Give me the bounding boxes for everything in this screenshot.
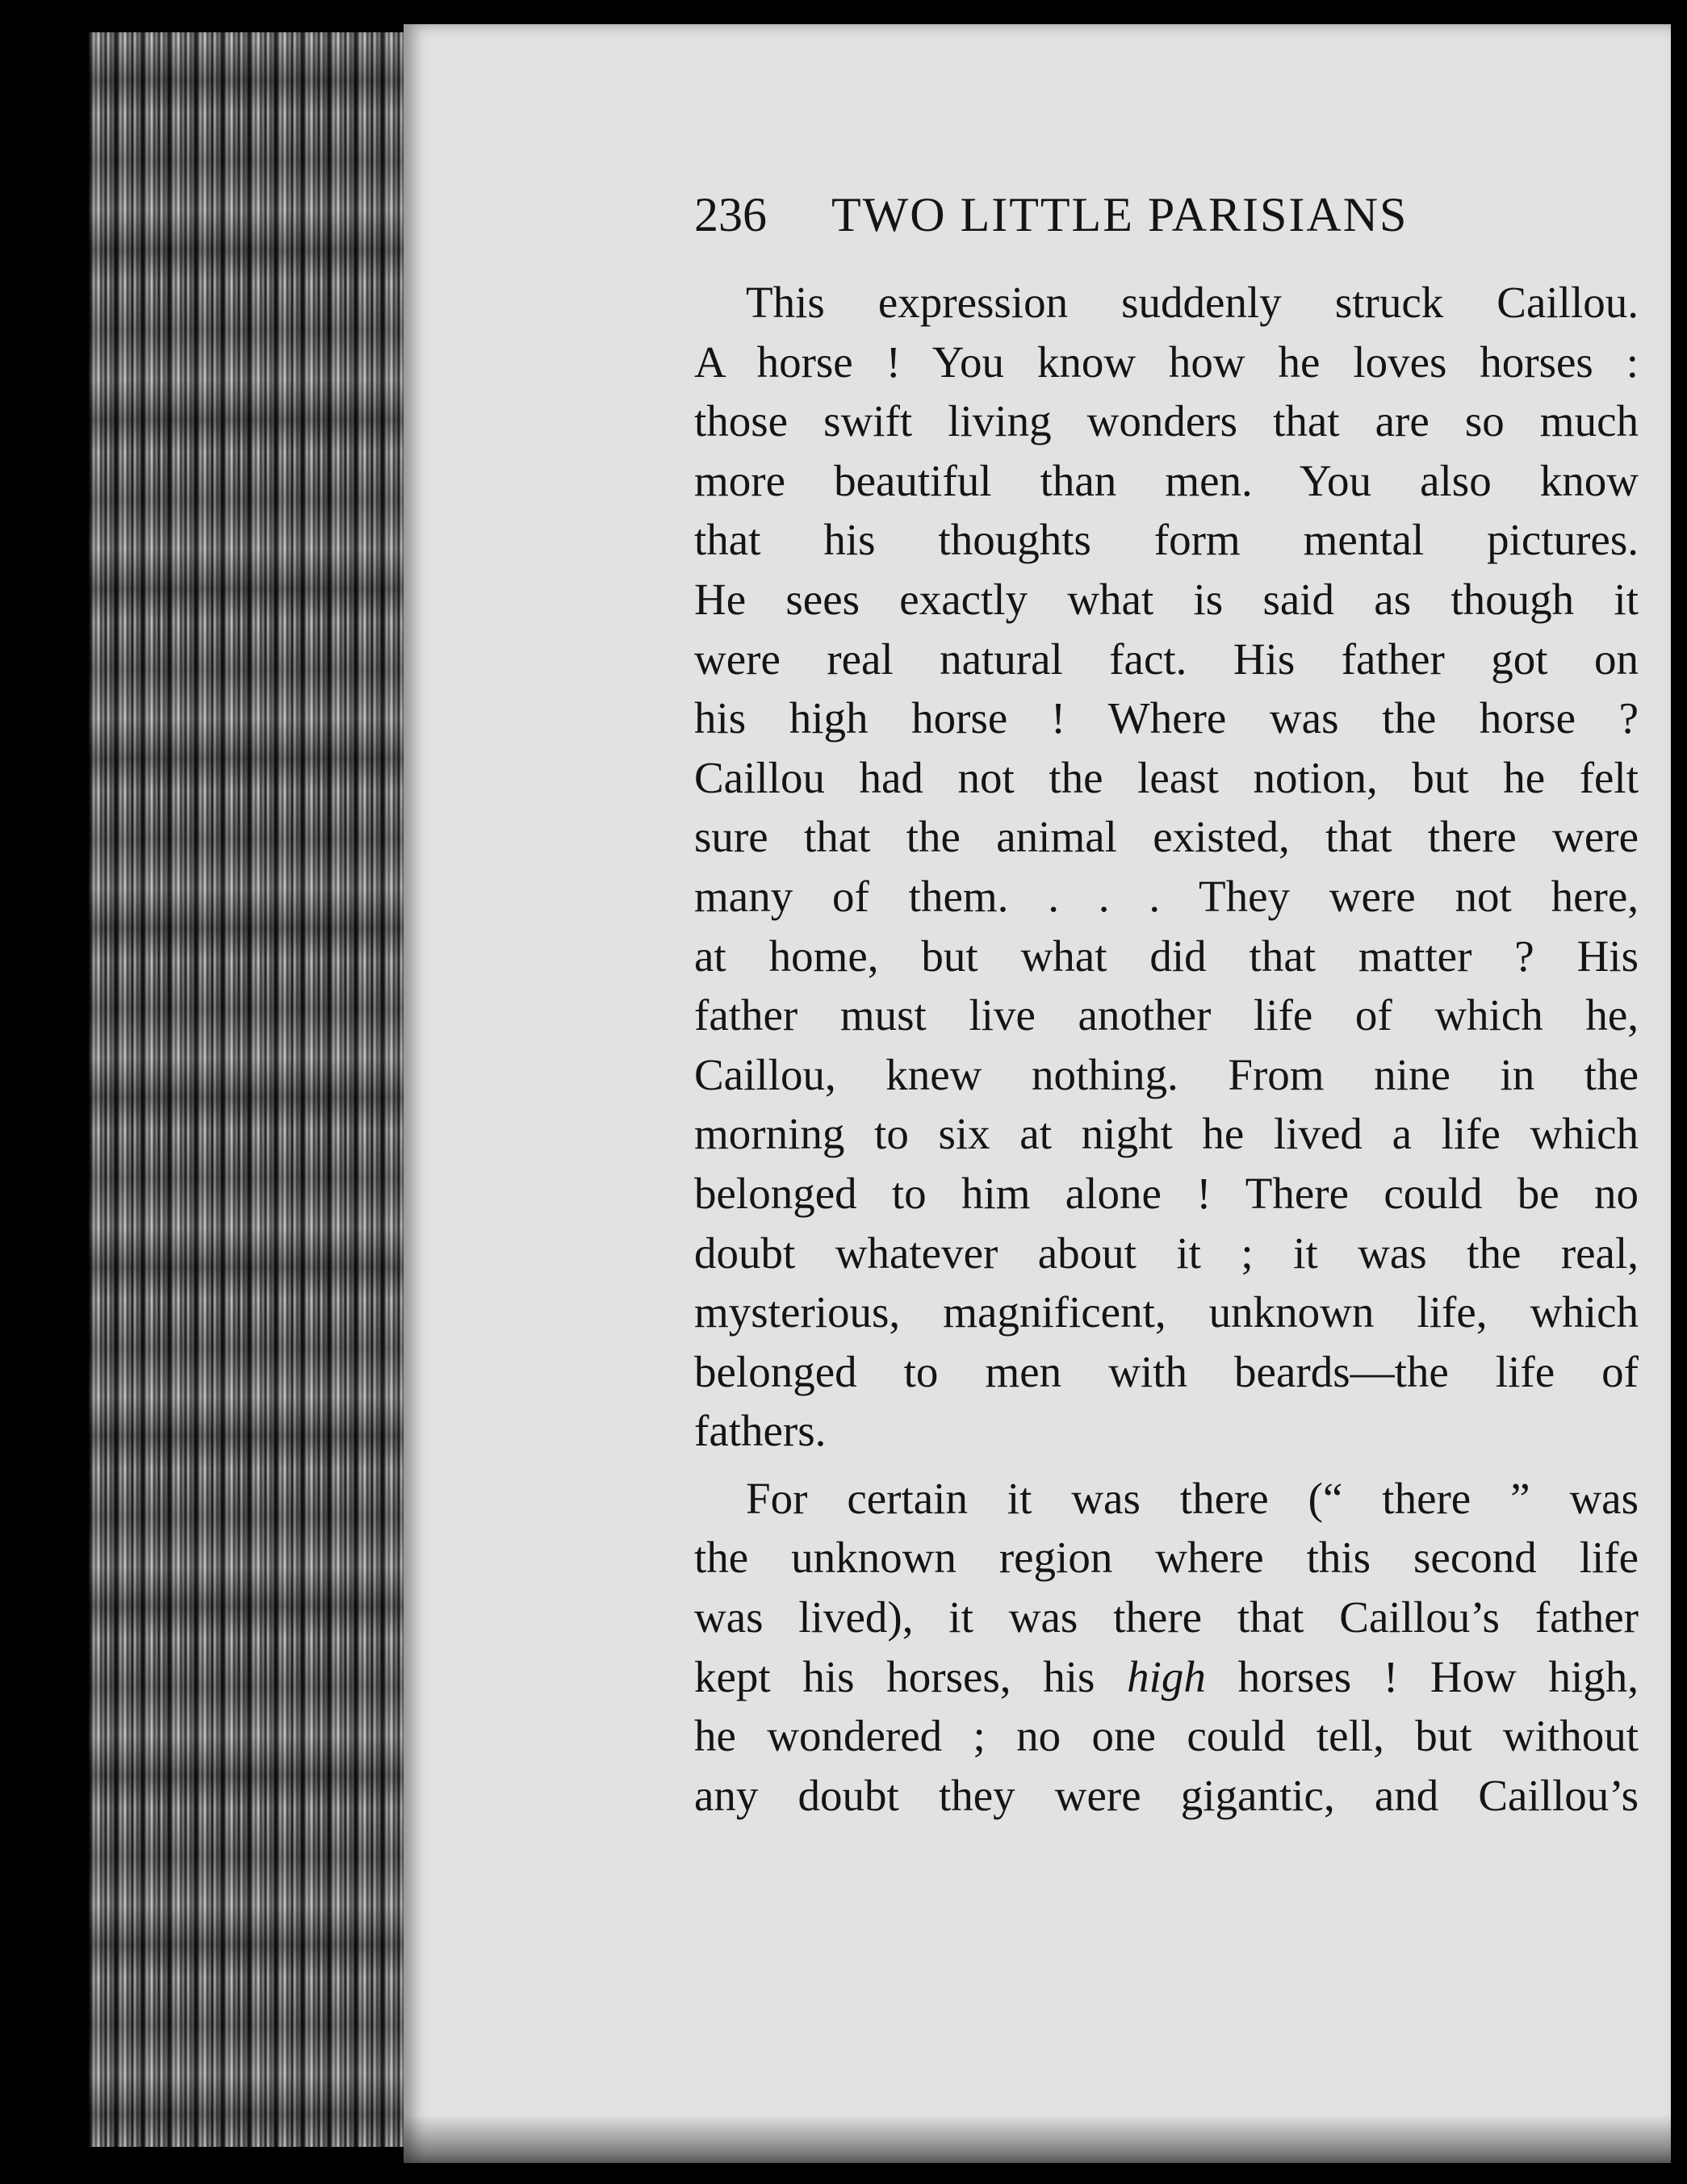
text-line: mysterious, magnificent, unknown life, which bbox=[694, 1287, 1639, 1337]
running-head bbox=[694, 182, 1639, 247]
paragraph-gap bbox=[694, 1461, 1639, 1469]
text-line: father must live another life of which he, bbox=[694, 990, 1639, 1040]
text-line: was lived), it was there that Caillou’s father bbox=[694, 1592, 1639, 1642]
text-line: any doubt they were gigantic, and Caillou’s bbox=[694, 1770, 1639, 1820]
page-bottom-shadow bbox=[404, 2115, 1671, 2163]
text-line: fathers. bbox=[694, 1406, 827, 1456]
right-border bbox=[1671, 0, 1687, 2184]
text-line-with-italic bbox=[694, 1647, 1639, 1707]
body-text bbox=[694, 273, 1639, 1825]
text-line: A horse ! You know how he loves horses : bbox=[694, 337, 1639, 387]
italic-word: high bbox=[1127, 1651, 1206, 1701]
text-run: kept his horses, his bbox=[694, 1651, 1128, 1701]
running-title: TWO LITTLE PARISIANS bbox=[831, 188, 1409, 241]
text-line: those swift living wonders that are so much bbox=[694, 396, 1639, 446]
text-line: that his thoughts form mental pictures. bbox=[694, 515, 1639, 565]
text-line: belonged to men with beards—the life of bbox=[694, 1346, 1639, 1396]
text-line: morning to six at night he lived a life which bbox=[694, 1109, 1639, 1159]
text-line: were real natural fact. His father got on bbox=[694, 634, 1639, 684]
text-line: many of them. . . . They were not here, bbox=[694, 871, 1639, 921]
text-line: he wondered ; no one could tell, but without bbox=[694, 1711, 1639, 1761]
text-line: doubt whatever about it ; it was the real, bbox=[694, 1228, 1639, 1278]
text-line: sure that the animal existed, that there were bbox=[694, 812, 1639, 862]
text-line: Caillou had not the least notion, but he felt bbox=[694, 752, 1639, 802]
text-line: at home, but what did that matter ? His bbox=[694, 931, 1639, 981]
text-line: For certain it was there (“ there ” was bbox=[746, 1473, 1639, 1523]
text-line: Caillou, knew nothing. From nine in the bbox=[694, 1049, 1639, 1099]
text-line: This expression suddenly struck Caillou. bbox=[746, 278, 1639, 327]
text-line: the unknown region where this second life bbox=[694, 1533, 1639, 1583]
book-page-edges bbox=[89, 32, 412, 2147]
page-number: 236 bbox=[694, 188, 767, 241]
text-line: his high horse ! Where was the horse ? bbox=[694, 693, 1639, 743]
text-line: He sees exactly what is said as though it bbox=[694, 574, 1639, 624]
text-line: belonged to him alone ! There could be no bbox=[694, 1168, 1639, 1218]
text-run: horses ! How high, bbox=[1205, 1651, 1639, 1701]
text-line: more beautiful than men. You also know bbox=[694, 455, 1639, 505]
